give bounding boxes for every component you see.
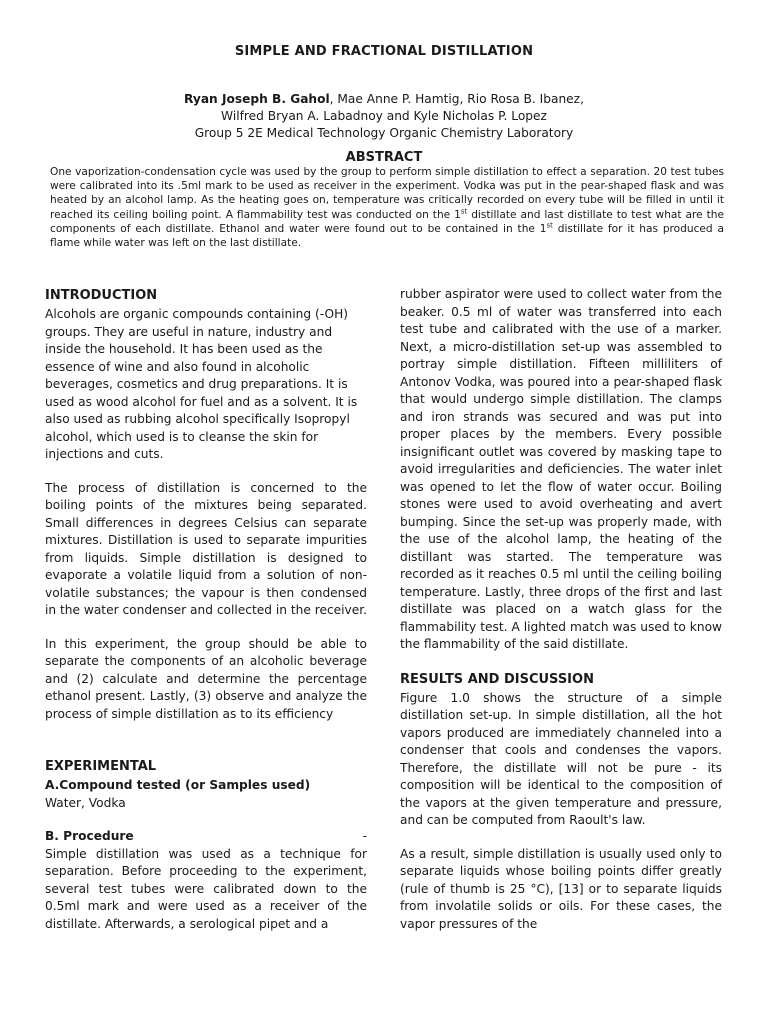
experimental-heading: EXPERIMENTAL bbox=[45, 759, 157, 774]
results-paragraph-1: Figure 1.0 shows the structure of a simple distillation set-up. In simple distillation, all the hot vapors produced are immediately channeled into a condenser that cools and condenses the vapors. Therefore, the distillate will not be pure - its composition will be identical to the composition of the vapors at the given temperature and pressure, and can be computed from Raoult's law. bbox=[400, 690, 722, 827]
abstract-heading: ABSTRACT bbox=[345, 150, 423, 165]
author-line-1 bbox=[0, 91, 768, 108]
introduction-paragraph-1: Alcohols are organic compounds containing (-OH) groups. They are useful in nature, industry and inside the household. It has been used as the essence of wine and also found in alcoholic beverages, cosmetics and drug preparations. It is used as wood alcohol for fuel and as a solvent. It is also used as rubbing alcohol specifically Isopropyl alcohol, which used is to cleanse the skin for injections and cuts. bbox=[45, 307, 358, 461]
author-block bbox=[0, 91, 768, 142]
procedure-text: Simple distillation was used as a technique for separation. Before proceeding to the experiment, several test tubes were calibrated down to the 0.5ml mark and were used as a receiver of the distillate. Afterwards, a serological pipet and a bbox=[45, 846, 367, 931]
procedure-continued-text: rubber aspirator were used to collect water from the beaker. 0.5 ml of water was transferred into each test tube and calibrated with the use of a marker. Next, a micro-distillation set-up was assembled to portray simple distillation. Fifteen milliliters of Antonov Vodka, was poured into a pear-shaped flask that would undergo simple distillation. The clamps and iron strands was secured and was put into proper places by the members. Every possible insignificant outlet was covered by masking tape to avoid irregularities and deficiencies. The water inlet was opened to let the flow of water occur. Boiling stones were used to avoid overheating and avert bumping. Since the set-up was properly made, with the use of the alcohol lamp, the heating of the distillant was started. The temperature was recorded as it reaches 0.5 ml until the ceiling boiling temperature. Lastly, three drops of the first and last distillate was placed on a watch glass for the flammability test. A lighted match was used to know the flammability of the said distillate. bbox=[400, 287, 722, 651]
left-column bbox=[45, 286, 367, 933]
abstract-part-b: distillate and last distillate to test what are the components of each distillate. Ethanol and water were found out to be contained in the 1 bbox=[50, 208, 724, 235]
procedure-dash: - bbox=[362, 829, 367, 843]
compound-tested-heading: A.Compound tested (or Samples used) bbox=[45, 778, 311, 792]
abstract-superscript-b: st bbox=[546, 221, 553, 230]
affiliation-line: Group 5 2E Medical Technology Organic Chemistry Laboratory bbox=[194, 126, 574, 140]
procedure-heading-row bbox=[45, 828, 367, 846]
author-line-2: Wilfred Bryan A. Labadnoy and Kyle Nicholas P. Lopez bbox=[221, 109, 547, 123]
co-authors: , Mae Anne P. Hamtig, Rio Rosa B. Ibanez, bbox=[329, 92, 584, 106]
right-column bbox=[400, 286, 722, 933]
results-heading: RESULTS AND DISCUSSION bbox=[400, 671, 594, 687]
abstract-part-a: One vaporization-condensation cycle was used by the group to perform simple distillation to effect a separation. 20 test tubes were calibrated into its .5ml mark to be used as receiver in the experiment. Vodka was put in the pear-shaped flask and was heated by an alcohol lamp. As the heating goes on, temperature was critically recorded on every tube will be filled in until it reached its ceiling boiling point. A flammability test was conducted on the 1 bbox=[50, 166, 724, 221]
paper-title: SIMPLE AND FRACTIONAL DISTILLATION bbox=[234, 44, 534, 59]
introduction-paragraph-2: The process of distillation is concerned to the boiling points of the mixtures being separated. Small differences in degrees Celsius can separate mixtures. Distillation is used to separate impurities from liquids. Simple distillation is designed to evaporate a volatile liquid from a solution of non-volatile substances; the vapour is then condensed in the water condenser and collected in the receiver. bbox=[45, 480, 368, 617]
abstract-superscript-a: st bbox=[460, 207, 468, 216]
procedure-heading: B. Procedure bbox=[45, 829, 134, 843]
abstract-text bbox=[50, 165, 724, 250]
compound-tested-text: Water, Vodka bbox=[45, 795, 126, 810]
lead-author: Ryan Joseph B. Gahol bbox=[184, 92, 330, 106]
results-paragraph-2: As a result, simple distillation is usually used only to separate liquids whose boiling points differ greatly (rule of thumb is 25 °C), [13] or to separate liquids from involatile solids or oils. For these cases, the vapor pressures of the bbox=[400, 846, 722, 931]
introduction-heading: INTRODUCTION bbox=[45, 288, 158, 303]
introduction-paragraph-3: In this experiment, the group should be able to separate the components of an alcoholic beverage and (2) calculate and determine the percentage ethanol present. Lastly, (3) observe and analyze the process of simple distillation as to its efficiency bbox=[45, 636, 367, 721]
abstract-part-c: distillate for it has produced a flame while water was left on the last distillate. bbox=[50, 222, 724, 250]
